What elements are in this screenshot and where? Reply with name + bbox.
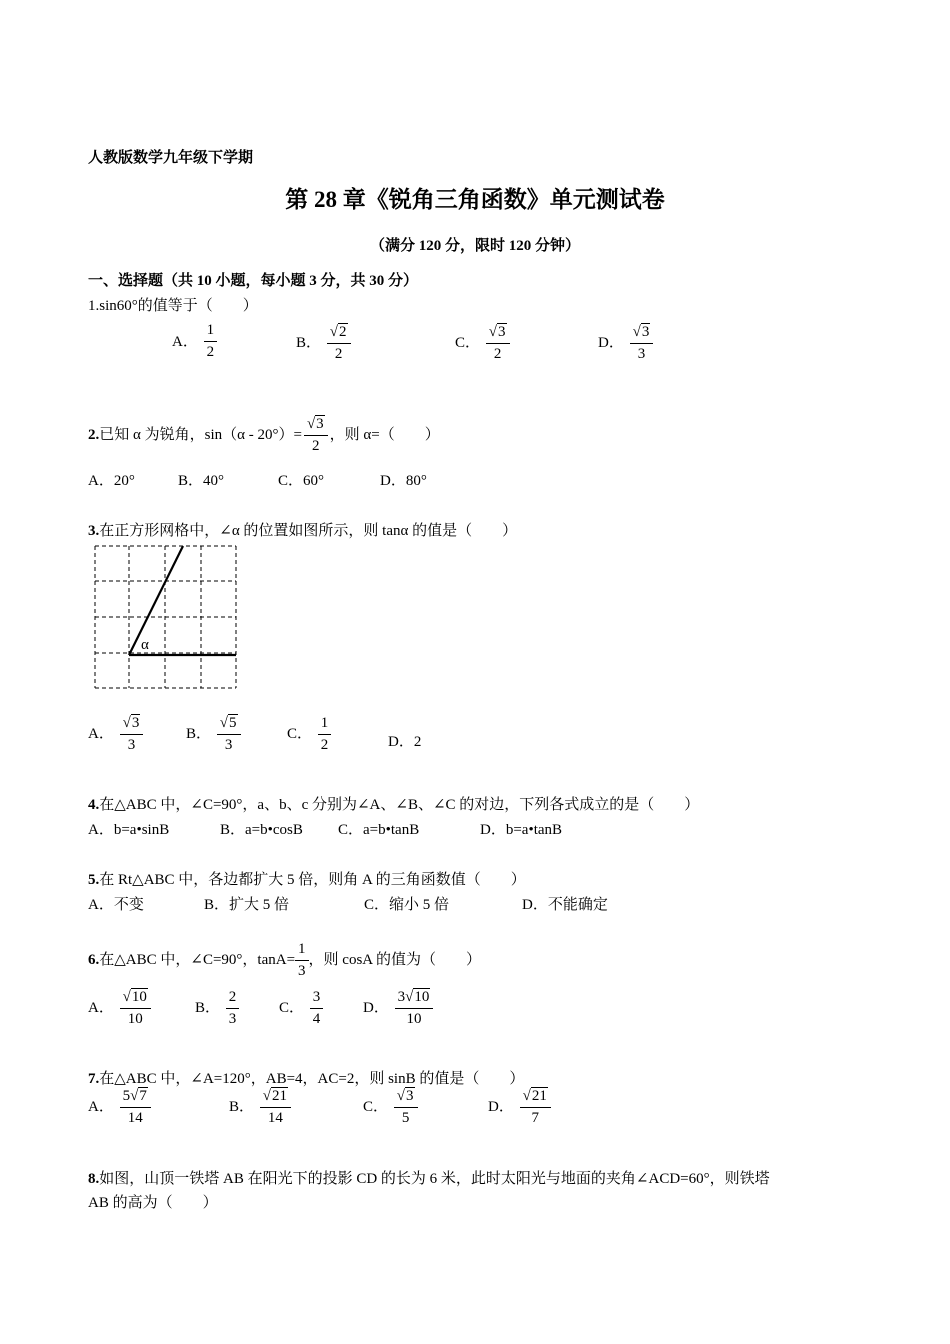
fraction-denominator: 4 xyxy=(312,1010,321,1027)
question-number: 6. xyxy=(88,952,100,969)
option-label: B． xyxy=(195,1000,221,1017)
option-label: C． xyxy=(455,335,481,352)
question-number: 5. xyxy=(88,872,100,888)
question-8-stem xyxy=(88,1167,770,1188)
fraction-denominator: 3 xyxy=(127,736,136,753)
fraction-denominator: 7 xyxy=(531,1109,539,1126)
option-label: B． xyxy=(229,1099,255,1116)
q5-option-c: C．缩小 5 倍 xyxy=(364,897,450,913)
radicand: 10 xyxy=(414,989,430,1005)
q1-option-a xyxy=(172,322,219,361)
q5-option-b: B．扩大 5 倍 xyxy=(204,897,290,913)
fraction-numerator: 2 xyxy=(226,990,240,1009)
fraction-denominator: 3 xyxy=(298,962,306,979)
question-6-stem xyxy=(88,942,481,980)
q5-option-d: D．不能确定 xyxy=(522,897,608,913)
stem-text: 在△ABC 中，∠C=90°，a、b、c 分别为∠A、∠B、∠C 的对边，下列各式成立的是（ ） xyxy=(99,797,700,813)
option-label: A． xyxy=(172,334,198,351)
option-label: D． xyxy=(488,1099,514,1116)
q2-option-b: B．40° xyxy=(178,473,225,489)
q4-option-b: B．a=b•cosB xyxy=(220,822,303,838)
fraction-denominator: 10 xyxy=(406,1010,422,1027)
radicand: 5 xyxy=(229,715,237,731)
radicand: 2 xyxy=(339,324,347,340)
fraction-denominator: 3 xyxy=(228,1010,237,1027)
fraction-numerator: 1 xyxy=(318,716,332,735)
stem-text: 已知 α 为锐角，sin（α - 20°）= xyxy=(99,427,302,444)
q1-option-c: C． $\frac{√3}{2}$ xyxy=(455,325,512,363)
radicand: 7 xyxy=(139,1088,147,1104)
option-label: B． xyxy=(186,726,212,743)
fraction-denominator: 3 xyxy=(637,345,646,362)
fraction-denominator: 2 xyxy=(312,437,320,454)
question-3-stem xyxy=(88,519,517,540)
option-label: C． xyxy=(363,1099,389,1116)
question-4-stem xyxy=(88,793,699,814)
question-number: 7. xyxy=(88,1071,100,1087)
coefficient: 5 xyxy=(122,1088,131,1104)
option-label: D． xyxy=(388,734,414,750)
option-label: B． xyxy=(296,335,322,352)
q2-option-a: A．20° xyxy=(88,473,135,489)
stem-text: ，则 cosA 的值为（ ） xyxy=(308,952,482,969)
stem-text: 如图，山顶一铁塔 AB 在阳光下的投影 CD 的长为 6 米，此时太阳光与地面的夹角∠ACD=60°，则铁塔 xyxy=(99,1171,770,1187)
stem-text: 在正方形网格中，∠α 的位置如图所示，则 tanα 的值是（ ） xyxy=(99,523,518,539)
fraction-denominator: 14 xyxy=(267,1109,283,1126)
stem-text: ，则 α=（ ） xyxy=(329,427,440,444)
radicand: 10 xyxy=(131,989,147,1005)
q4-option-c: C．a=b•tanB xyxy=(338,822,420,838)
angle-slanted-ray xyxy=(129,546,183,655)
question-number: 4. xyxy=(88,797,100,813)
question-number: 3. xyxy=(88,523,100,539)
q7-option-b: B． $\frac{√21}{14}$ xyxy=(229,1089,293,1127)
question-8-stem-line2: AB 的高为（ ） xyxy=(88,1195,218,1211)
question-number: 2. xyxy=(88,427,100,444)
q6-option-d: D． $\frac{3√10}{10}$ xyxy=(363,990,435,1028)
radicand: 21 xyxy=(531,1088,547,1104)
q7-option-d: D． $\frac{√21}{7}$ xyxy=(488,1089,553,1127)
option-label: C． xyxy=(279,1000,305,1017)
document-subtitle: 人教版数学九年级下学期 xyxy=(88,150,254,166)
q7-option-c: C． $\frac{√3}{5}$ xyxy=(363,1089,420,1127)
option-label: A． xyxy=(88,726,114,743)
radicand: 3 xyxy=(406,1088,414,1104)
q6-option-c xyxy=(279,990,325,1028)
fraction-denominator: 10 xyxy=(127,1010,143,1027)
q6-option-b xyxy=(195,990,241,1028)
q1-option-b: B． $\frac{√2}{2}$ xyxy=(296,325,353,363)
fraction-denominator: 2 xyxy=(493,345,502,362)
q4-option-a: A．b=a•sinB xyxy=(88,822,170,838)
q3-option-b: B． $\frac{√5}{3}$ xyxy=(186,716,243,754)
q4-option-d: D．b=a•tanB xyxy=(480,822,563,838)
grid-angle-figure xyxy=(90,542,242,692)
q7-option-a: A． $\frac{5√7}{14}$ xyxy=(88,1089,153,1127)
question-1-stem: 1.sin60°的值等于（ ） xyxy=(88,298,258,314)
option-label: D． xyxy=(598,335,624,352)
question-2-stem: 2.已知 α 为锐角，sin（α - 20°）= $\frac{√3}{2}$ ，则 α=（ ） xyxy=(88,416,440,454)
q1-option-d: D． $\frac{√3}{3}$ xyxy=(598,325,655,363)
fraction-numerator: 1 xyxy=(295,942,309,961)
option-label: A． xyxy=(88,1000,114,1017)
q2-option-c: C．60° xyxy=(278,473,325,489)
option-label: C． xyxy=(287,726,313,743)
fraction-denominator: 5 xyxy=(401,1109,410,1126)
radicand: 3 xyxy=(131,715,140,731)
fraction-denominator: 2 xyxy=(206,343,215,360)
radicand: 3 xyxy=(316,416,324,432)
dashed-grid xyxy=(95,546,236,688)
stem-text: 在 Rt△ABC 中，各边都扩大 5 倍，则角 A 的三角函数值（ ） xyxy=(99,872,526,888)
radicand: 21 xyxy=(272,1088,287,1104)
fraction-numerator: 1 xyxy=(204,323,218,342)
stem-text: 在△ABC 中，∠C=90°，tanA= xyxy=(99,952,296,969)
q5-option-a: A．不变 xyxy=(88,897,144,913)
radicand: 3 xyxy=(641,324,650,340)
stem-text: 在△ABC 中，∠A=120°，AB=4，AC=2，则 sinB 的值是（ ） xyxy=(99,1071,525,1087)
coefficient: 3 xyxy=(397,989,406,1005)
fraction-denominator: 3 xyxy=(224,736,233,753)
question-5-stem xyxy=(88,868,526,889)
option-value: 2 xyxy=(413,734,422,750)
question-7-stem xyxy=(88,1067,524,1088)
option-label: A． xyxy=(88,1099,114,1116)
q3-option-d xyxy=(388,730,421,751)
radicand: 3 xyxy=(498,324,506,340)
question-number: 8. xyxy=(88,1171,100,1187)
section-heading: 一、选择题（共 10 小题，每小题 3 分，共 30 分） xyxy=(88,273,419,289)
q3-option-c xyxy=(287,716,333,754)
angle-label: α xyxy=(141,637,149,653)
q2-option-d: D．80° xyxy=(380,473,427,489)
score-time-info: （满分 120 分，限时 120 分钟） xyxy=(369,238,580,254)
fraction-numerator: 3 xyxy=(310,990,324,1009)
q6-option-a: A． $\frac{√10}{10}$ xyxy=(88,990,153,1028)
fraction-denominator: 14 xyxy=(127,1109,143,1126)
fraction-denominator: 2 xyxy=(320,736,329,753)
q3-option-a: A． $\frac{√3}{3}$ xyxy=(88,716,145,754)
fraction-denominator: 2 xyxy=(334,345,343,362)
document-title: 第 28 章《锐角三角函数》单元测试卷 xyxy=(285,187,665,212)
option-label: D． xyxy=(363,1000,389,1017)
